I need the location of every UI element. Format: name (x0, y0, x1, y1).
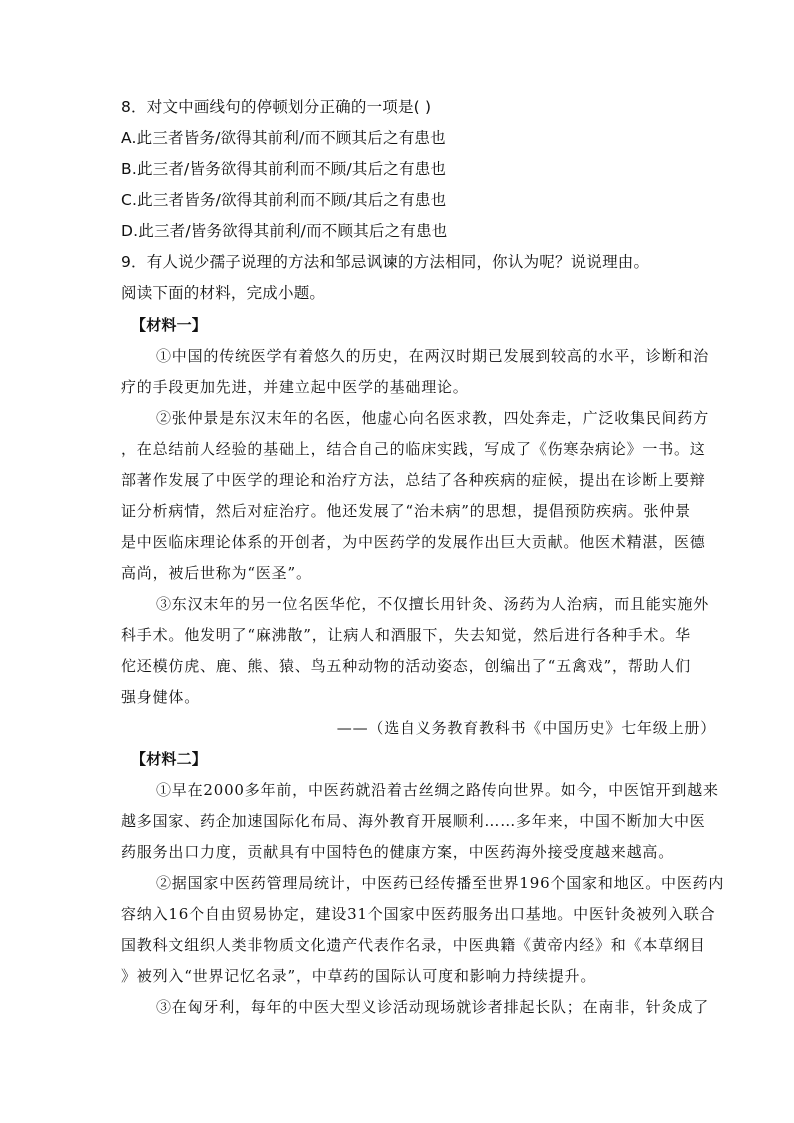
material-1-line: ①中国的传统医学有着悠久的历史，在两汉时期已发展到较高的水平，诊断和治 (156, 347, 710, 365)
material-1-line: 高尚，被后世称为“医圣”。 (121, 564, 312, 582)
material-2-line: 》被列入“世界记忆名录”，中草药的国际认可度和影响力持续提升。 (121, 967, 597, 985)
material-1-line: 疗的手段更加先进，并建立起中医学的基础理论。 (121, 378, 469, 396)
material-2-line: 越多国家、药企加速国际化布局、海外教育开展顺利……多年来，中国不断加大中医 (121, 812, 706, 830)
material-1-source: ——（选自义务教育教科书《中国历史》七年级上册） (336, 719, 716, 737)
material-1-line: 是中医临床理论体系的开创者，为中医药学的发展作出巨大贡献。他医术精湛，医德 (121, 533, 706, 551)
material-2-line: ①早在2000多年前，中医药就沿着古丝绸之路传向世界。如今，中医馆开到越来 (156, 781, 719, 799)
reading-instruction: 阅读下面的材料，完成小题。 (121, 284, 326, 302)
material-1-line: ，在总结前人经验的基础上，结合自己的临床实践，写成了《伤寒杂病论》一书。这 (121, 440, 706, 458)
material-2-line: 药服务出口力度，贡献具有中国特色的健康方案，中医药海外接受度越来越高。 (121, 843, 675, 861)
material-1-line: 科手术。他发明了“麻沸散”，让病人和酒服下，失去知觉，然后进行各种手术。华 (121, 626, 691, 644)
material-2-line: 国教科文组织人类非物质文化遗产代表作名录，中医典籍《黄帝内经》和《本草纲目 (121, 936, 706, 954)
material-1-line: 部著作发展了中医学的理论和治疗方法，总结了各种疾病的症候，提出在诊断上要辩 (121, 471, 706, 489)
material-1-line: ③东汉末年的另一位名医华佗，不仅擅长用针灸、汤药为人治病，而且能实施外 (156, 595, 710, 613)
material-2-heading: 【材料二】 (131, 750, 208, 768)
question-9: 9．有人说少孺子说理的方法和邹忌讽谏的方法相同，你认为呢？说说理由。 (121, 253, 650, 271)
material-1-line: 证分析病情，然后对症治疗。他还发展了“治未病”的思想，提倡预防疾病。张仲景 (121, 502, 691, 520)
question-8-option-b: B.此三者/皆务欲得其前利而不顾/其后之有患也 (121, 160, 447, 178)
material-1-line: 佗还模仿虎、鹿、熊、猿、鸟五种动物的活动姿态，创编出了“五禽戏”，帮助人们 (121, 657, 691, 675)
material-2-line: ③在匈牙利，每年的中医大型义诊活动现场就诊者排起长队；在南非，针灸成了 (156, 998, 710, 1016)
material-1-line: ②张仲景是东汉末年的名医，他虚心向名医求教，四处奔走，广泛收集民间药方 (156, 409, 710, 427)
question-8-option-a: A.此三者皆务/欲得其前利/而不顾其后之有患也 (121, 129, 446, 147)
question-8-stem: 8．对文中画线句的停顿划分正确的一项是( ) (121, 98, 432, 116)
question-8-option-c: C.此三者皆务/欲得其前利而不顾/其后之有患也 (121, 191, 447, 209)
material-1-heading: 【材料一】 (131, 316, 208, 334)
material-1-line: 强身健体。 (121, 688, 201, 706)
question-8-option-d: D.此三者/皆务欲得其前利/而不顾其后之有患也 (121, 222, 448, 240)
material-2-line: ②据国家中医药管理局统计，中医药已经传播至世界196个国家和地区。中医药内 (156, 874, 725, 892)
material-2-line: 容纳入16个自由贸易协定，建设31个国家中医药服务出口基地。中医针灸被列入联合 (121, 905, 716, 923)
